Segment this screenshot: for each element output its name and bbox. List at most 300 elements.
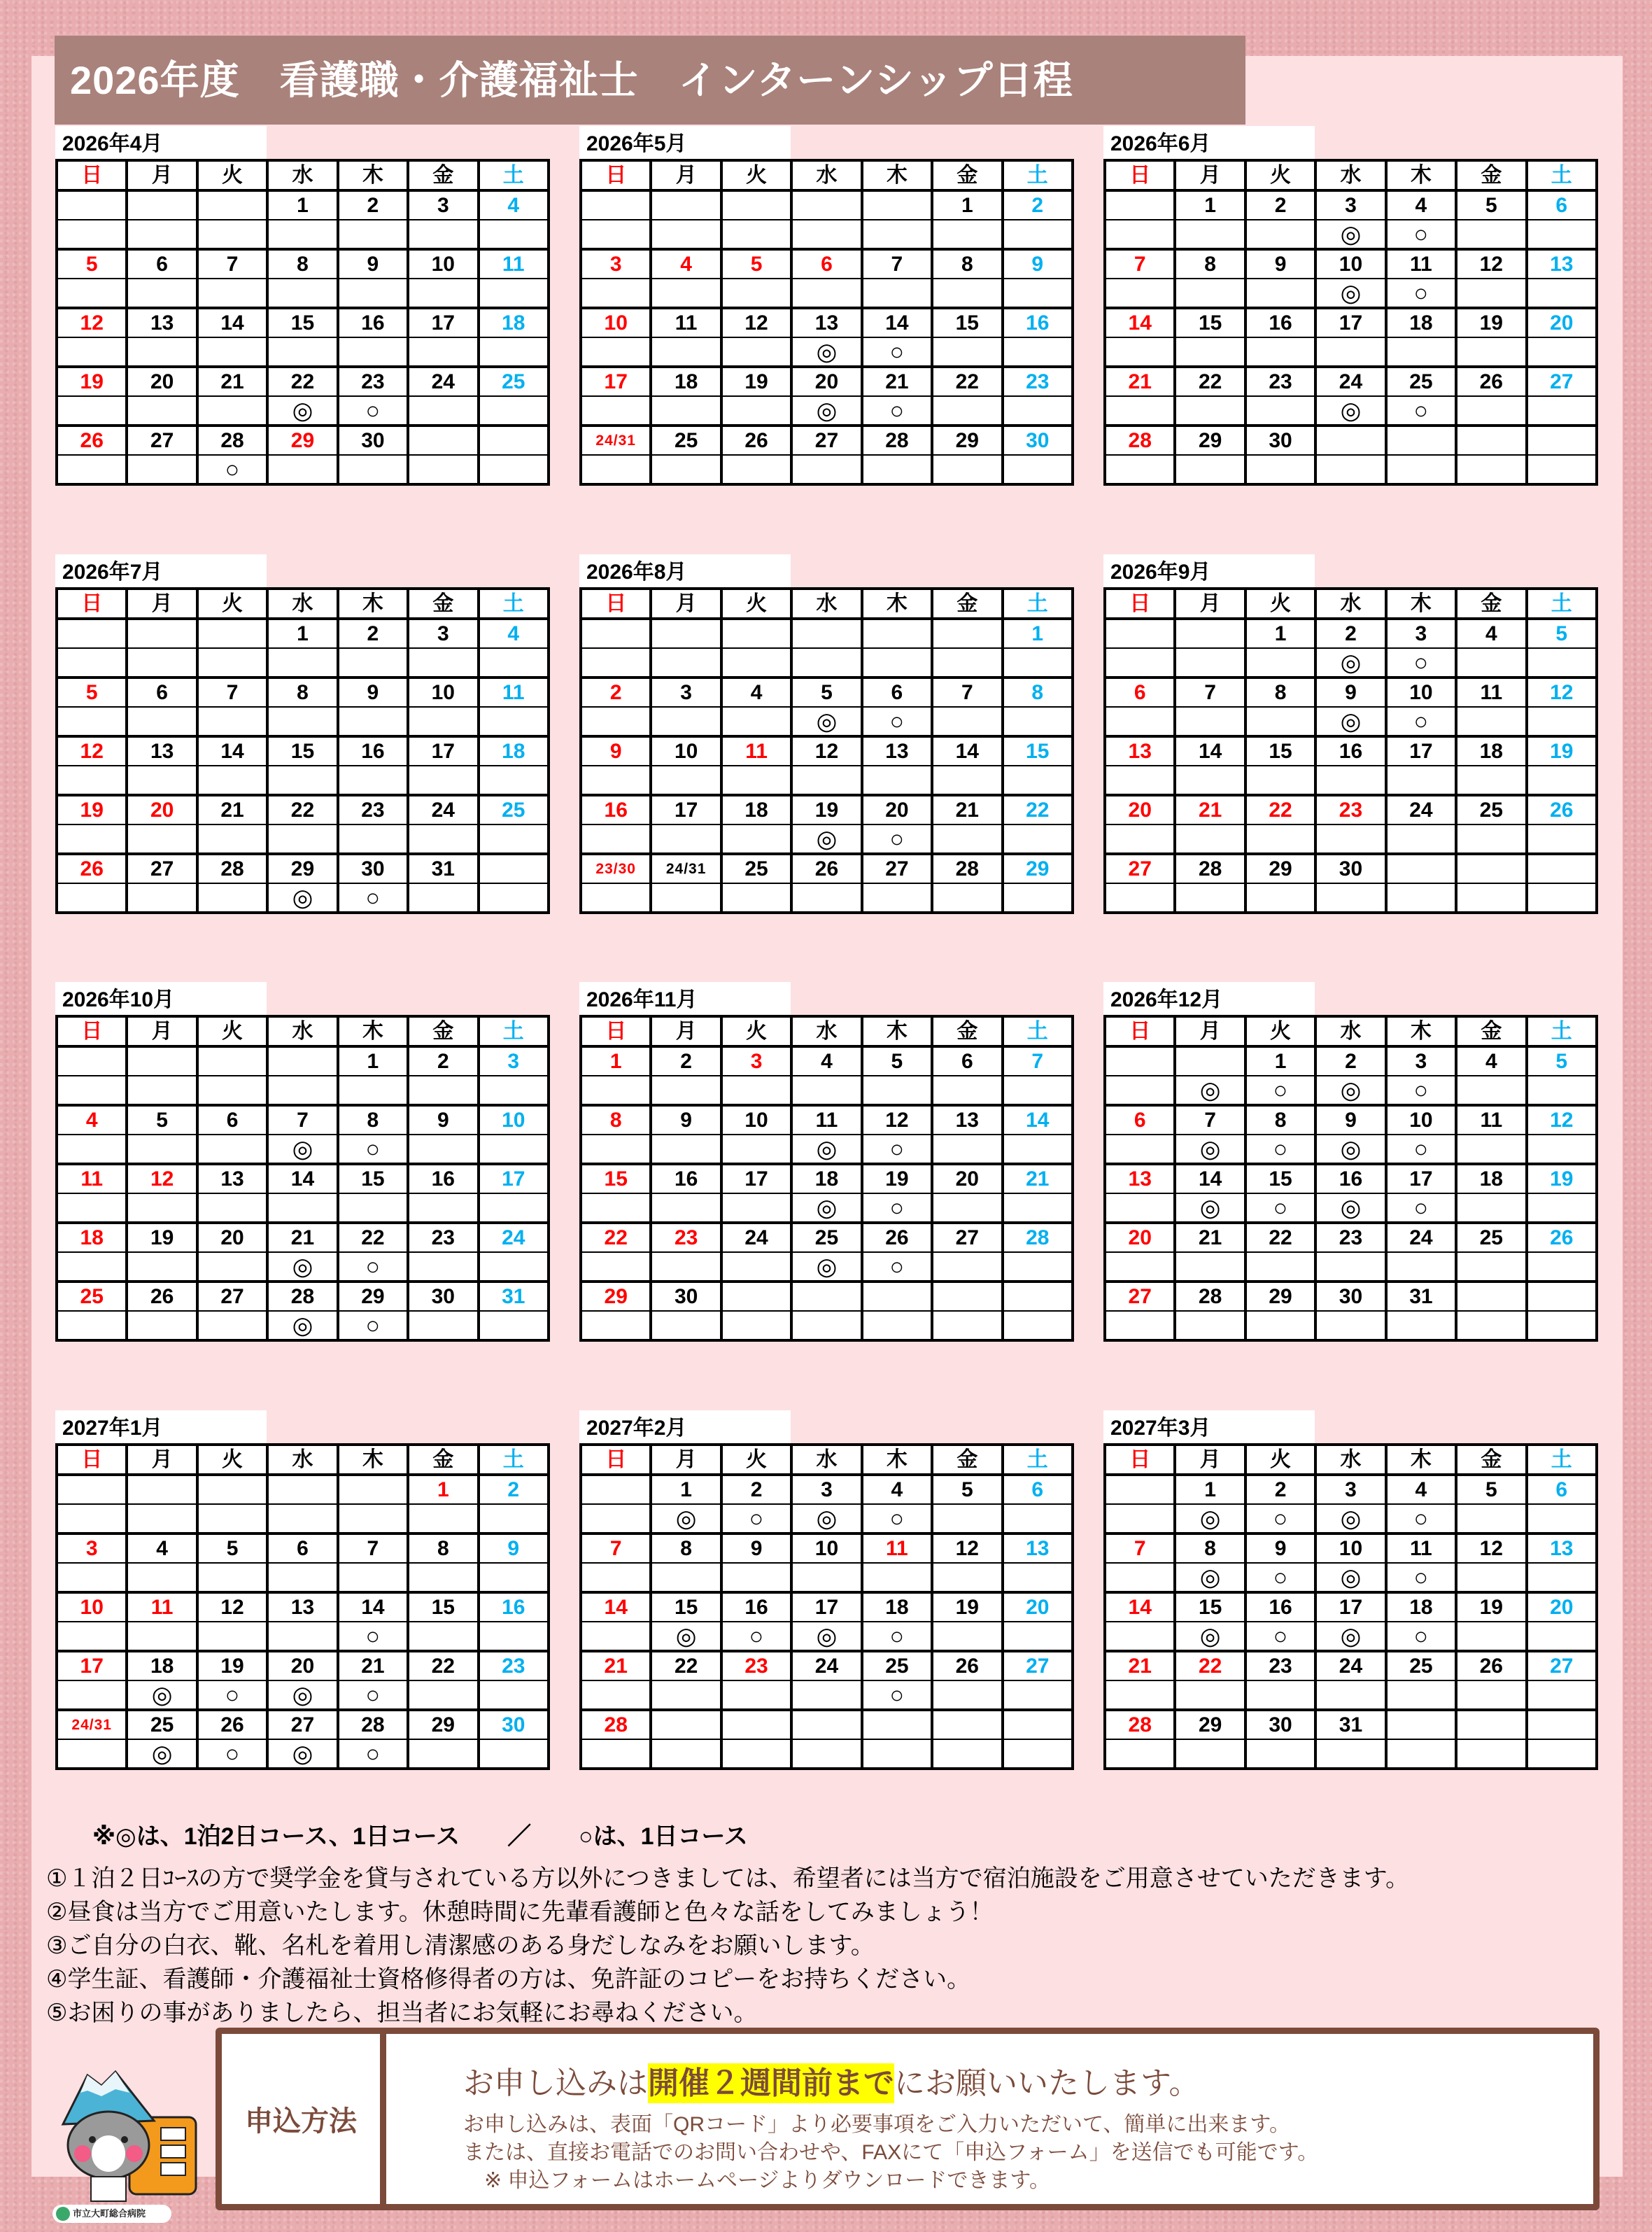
day-cell: 5 — [57, 678, 127, 707]
course-mark-cell — [197, 1504, 267, 1533]
day-cell: 4 — [479, 190, 549, 220]
course-mark-cell — [338, 648, 408, 678]
day-cell: 30 — [1315, 854, 1385, 883]
course-mark-cell — [1003, 1563, 1073, 1592]
double-circle-icon: ◎ — [651, 1504, 721, 1533]
course-mark-cell — [1003, 1739, 1073, 1769]
course-mark-cell — [791, 1311, 861, 1340]
course-mark-cell — [197, 766, 267, 795]
weekday-header: 水 — [267, 1016, 337, 1046]
double-circle-icon: ◎ — [1175, 1193, 1245, 1223]
course-mark-cell — [1105, 824, 1175, 854]
day-cell — [479, 426, 549, 455]
course-mark-cell — [721, 883, 791, 913]
weekday-header: 日 — [57, 589, 127, 619]
weekday-header: 日 — [581, 589, 651, 619]
course-mark-cell — [267, 1563, 337, 1592]
day-cell: 18 — [479, 736, 549, 766]
circle-icon: ○ — [862, 1135, 932, 1164]
day-cell: 13 — [1527, 1533, 1597, 1563]
double-circle-icon: ◎ — [1315, 1193, 1385, 1223]
course-mark-cell — [1003, 337, 1073, 367]
circle-icon: ○ — [1386, 1193, 1456, 1223]
day-cell: 26 — [1527, 1223, 1597, 1252]
calendar-table — [1103, 1015, 1598, 1342]
course-mark-cell — [721, 1076, 791, 1105]
course-mark-cell — [1527, 1193, 1597, 1223]
course-mark-cell — [932, 279, 1002, 308]
day-cell: 9 — [651, 1105, 721, 1135]
day-cell: 2 — [1315, 1046, 1385, 1076]
day-cell — [1105, 190, 1175, 220]
day-cell: 25 — [1456, 1223, 1526, 1252]
course-mark-cell — [932, 1739, 1002, 1769]
course-mark-cell — [1315, 1311, 1385, 1340]
day-cell: 2 — [338, 190, 408, 220]
course-mark-cell — [338, 279, 408, 308]
course-mark-cell — [408, 279, 478, 308]
day-cell: 19 — [57, 795, 127, 824]
circle-icon: ○ — [338, 1135, 408, 1164]
day-cell: 4 — [479, 619, 549, 648]
course-mark-cell — [127, 1622, 197, 1651]
day-cell — [1527, 1710, 1597, 1739]
course-mark-cell — [721, 1193, 791, 1223]
course-mark-cell — [57, 1622, 127, 1651]
circle-icon: ○ — [1386, 396, 1456, 426]
course-mark-cell — [479, 396, 549, 426]
day-cell: 2 — [1315, 619, 1385, 648]
calendar-table — [1103, 159, 1598, 486]
course-mark-cell — [1456, 1311, 1526, 1340]
course-mark-cell — [1105, 648, 1175, 678]
month-title: 2026年8月 — [579, 554, 791, 587]
circle-icon: ○ — [1386, 1076, 1456, 1105]
course-mark-cell — [1105, 220, 1175, 249]
day-cell: 5 — [197, 1533, 267, 1563]
course-mark-cell — [57, 1076, 127, 1105]
course-mark-cell — [1315, 1252, 1385, 1282]
course-mark-cell — [791, 1076, 861, 1105]
circle-icon: ○ — [1386, 279, 1456, 308]
day-cell: 26 — [1456, 1651, 1526, 1680]
day-cell: 5 — [1456, 1475, 1526, 1504]
course-mark-cell — [1175, 766, 1245, 795]
double-circle-icon: ◎ — [267, 1135, 337, 1164]
day-cell: 13 — [862, 736, 932, 766]
day-cell: 20 — [197, 1223, 267, 1252]
course-mark-cell — [791, 279, 861, 308]
day-cell: 29 — [408, 1710, 478, 1739]
day-cell: 15 — [267, 736, 337, 766]
course-mark-cell — [127, 1135, 197, 1164]
day-cell: 10 — [479, 1105, 549, 1135]
day-cell: 23 — [1245, 1651, 1315, 1680]
weekday-header: 土 — [1003, 160, 1073, 190]
day-cell — [932, 1710, 1002, 1739]
double-circle-icon: ◎ — [267, 883, 337, 913]
course-mark-cell — [932, 1504, 1002, 1533]
day-cell: 1 — [1175, 1475, 1245, 1504]
day-cell: 29 — [1175, 426, 1245, 455]
day-cell — [581, 190, 651, 220]
month-title: 2026年12月 — [1103, 982, 1315, 1015]
course-mark-cell — [1527, 1563, 1597, 1592]
weekday-header: 木 — [1386, 1016, 1456, 1046]
circle-icon: ○ — [862, 337, 932, 367]
day-cell: 4 — [1456, 1046, 1526, 1076]
course-mark-cell — [1105, 396, 1175, 426]
course-mark-cell — [1527, 824, 1597, 854]
day-cell: 7 — [1175, 678, 1245, 707]
day-cell: 20 — [127, 367, 197, 396]
weekday-header: 金 — [932, 160, 1002, 190]
weekday-header: 日 — [1105, 160, 1175, 190]
course-mark-cell — [581, 337, 651, 367]
day-cell: 26 — [127, 1282, 197, 1311]
course-mark-cell — [651, 220, 721, 249]
course-mark-cell — [581, 824, 651, 854]
day-cell: 29 — [1175, 1710, 1245, 1739]
day-cell: 11 — [1456, 678, 1526, 707]
day-cell — [862, 1282, 932, 1311]
day-cell: 2 — [581, 678, 651, 707]
day-cell: 1 — [267, 190, 337, 220]
course-mark-cell — [197, 1076, 267, 1105]
course-mark-cell — [338, 1076, 408, 1105]
day-cell: 16 — [479, 1592, 549, 1622]
day-cell: 20 — [1527, 1592, 1597, 1622]
day-cell: 20 — [1003, 1592, 1073, 1622]
day-cell: 4 — [721, 678, 791, 707]
course-mark-cell — [57, 824, 127, 854]
day-cell: 11 — [651, 308, 721, 337]
course-mark-cell — [791, 766, 861, 795]
course-mark-cell — [1456, 1680, 1526, 1710]
weekday-header: 土 — [1003, 1016, 1073, 1046]
day-cell: 14 — [197, 308, 267, 337]
day-cell — [267, 1046, 337, 1076]
course-mark-cell — [479, 1252, 549, 1282]
course-mark-cell — [408, 1739, 478, 1769]
day-cell: 3 — [57, 1533, 127, 1563]
day-cell: 19 — [862, 1164, 932, 1193]
day-cell: 26 — [1527, 795, 1597, 824]
double-circle-icon: ◎ — [791, 824, 861, 854]
double-circle-icon: ◎ — [1315, 279, 1385, 308]
weekday-header: 月 — [127, 589, 197, 619]
course-mark-cell — [338, 824, 408, 854]
calendar-table — [579, 1015, 1074, 1342]
course-mark-cell — [408, 1311, 478, 1340]
course-mark-cell — [1105, 1135, 1175, 1164]
day-cell: 14 — [1175, 1164, 1245, 1193]
course-mark-cell — [1527, 766, 1597, 795]
course-mark-cell — [1003, 1135, 1073, 1164]
course-mark-cell — [127, 824, 197, 854]
day-cell: 25 — [651, 426, 721, 455]
course-mark-cell — [1386, 824, 1456, 854]
double-circle-icon: ◎ — [791, 1504, 861, 1533]
day-cell: 5 — [127, 1105, 197, 1135]
day-cell — [791, 1710, 861, 1739]
day-cell — [197, 619, 267, 648]
day-cell: 27 — [1527, 367, 1597, 396]
weekday-header: 木 — [338, 589, 408, 619]
course-mark-cell — [1527, 1252, 1597, 1282]
month-title: 2026年9月 — [1103, 554, 1315, 587]
circle-icon: ○ — [1245, 1135, 1315, 1164]
course-mark-cell — [791, 648, 861, 678]
circle-icon: ○ — [1386, 220, 1456, 249]
day-cell: 1 — [1245, 619, 1315, 648]
day-cell: 6 — [127, 678, 197, 707]
day-cell: 24/31 — [651, 854, 721, 883]
day-cell: 4 — [57, 1105, 127, 1135]
day-cell — [1105, 1046, 1175, 1076]
course-mark-cell — [267, 1622, 337, 1651]
day-cell: 5 — [721, 249, 791, 279]
course-mark-cell — [1456, 396, 1526, 426]
course-mark-cell — [721, 648, 791, 678]
double-circle-icon: ◎ — [1315, 648, 1385, 678]
day-cell: 10 — [1386, 1105, 1456, 1135]
weekday-header: 金 — [408, 589, 478, 619]
course-mark-cell — [721, 220, 791, 249]
course-mark-cell — [581, 1504, 651, 1533]
day-cell — [1456, 1710, 1526, 1739]
weekday-header: 月 — [651, 160, 721, 190]
course-mark-cell — [651, 824, 721, 854]
course-mark-cell — [1456, 1076, 1526, 1105]
day-cell: 6 — [932, 1046, 1002, 1076]
application-details — [463, 2111, 1593, 2195]
weekday-header: 日 — [581, 1016, 651, 1046]
course-mark-cell — [862, 766, 932, 795]
course-mark-cell — [1527, 1311, 1597, 1340]
day-cell: 20 — [862, 795, 932, 824]
day-cell: 7 — [197, 678, 267, 707]
day-cell: 6 — [1527, 190, 1597, 220]
day-cell — [651, 190, 721, 220]
course-mark-cell — [1105, 279, 1175, 308]
day-cell: 25 — [1386, 1651, 1456, 1680]
day-cell: 31 — [1386, 1282, 1456, 1311]
day-cell: 11 — [127, 1592, 197, 1622]
day-cell — [127, 619, 197, 648]
day-cell: 19 — [197, 1651, 267, 1680]
day-cell: 18 — [862, 1592, 932, 1622]
course-mark-cell — [127, 707, 197, 736]
day-cell — [791, 1282, 861, 1311]
weekday-header: 火 — [721, 589, 791, 619]
day-cell: 1 — [1003, 619, 1073, 648]
course-mark-cell — [197, 396, 267, 426]
day-cell: 28 — [1105, 426, 1175, 455]
course-mark-cell — [651, 337, 721, 367]
day-cell: 20 — [1527, 308, 1597, 337]
day-cell: 2 — [338, 619, 408, 648]
weekday-header: 水 — [1315, 1016, 1385, 1046]
day-cell: 10 — [791, 1533, 861, 1563]
day-cell — [1527, 1282, 1597, 1311]
day-cell — [721, 1282, 791, 1311]
weekday-header: 木 — [338, 1016, 408, 1046]
course-mark-cell — [1315, 766, 1385, 795]
course-mark-cell — [1386, 883, 1456, 913]
circle-icon: ○ — [1245, 1076, 1315, 1105]
day-cell: 8 — [267, 249, 337, 279]
weekday-header: 金 — [1456, 589, 1526, 619]
course-mark-cell — [1003, 1311, 1073, 1340]
day-cell: 14 — [932, 736, 1002, 766]
calendar-table — [55, 587, 550, 914]
circle-icon: ○ — [1245, 1563, 1315, 1592]
course-mark-cell — [1386, 1311, 1456, 1340]
weekday-header: 火 — [721, 1016, 791, 1046]
circle-icon: ○ — [197, 455, 267, 484]
day-cell: 24/31 — [581, 426, 651, 455]
weekday-header: 日 — [57, 1445, 127, 1475]
course-mark-cell — [651, 1193, 721, 1223]
course-mark-cell — [479, 824, 549, 854]
day-cell: 2 — [1245, 1475, 1315, 1504]
course-mark-cell — [1175, 396, 1245, 426]
day-cell: 3 — [408, 619, 478, 648]
day-cell: 30 — [1245, 1710, 1315, 1739]
course-mark-cell — [651, 1680, 721, 1710]
day-cell: 14 — [267, 1164, 337, 1193]
course-mark-cell — [581, 707, 651, 736]
day-cell: 1 — [338, 1046, 408, 1076]
course-mark-cell — [408, 1622, 478, 1651]
day-cell: 23/30 — [581, 854, 651, 883]
day-cell: 16 — [1003, 308, 1073, 337]
day-cell: 23 — [1315, 795, 1385, 824]
day-cell: 18 — [479, 308, 549, 337]
day-cell: 30 — [1315, 1282, 1385, 1311]
course-mark-cell — [791, 1680, 861, 1710]
course-mark-cell — [479, 1739, 549, 1769]
day-cell: 17 — [791, 1592, 861, 1622]
day-cell: 28 — [932, 854, 1002, 883]
day-cell: 12 — [1456, 1533, 1526, 1563]
day-cell: 14 — [338, 1592, 408, 1622]
day-cell: 23 — [338, 367, 408, 396]
circle-icon: ○ — [1386, 1563, 1456, 1592]
course-mark-cell — [932, 1076, 1002, 1105]
day-cell — [651, 1710, 721, 1739]
day-cell: 8 — [267, 678, 337, 707]
application-deadline — [463, 2058, 1593, 2103]
course-mark-cell — [932, 455, 1002, 484]
day-cell: 3 — [1315, 190, 1385, 220]
course-mark-cell — [408, 1252, 478, 1282]
day-cell: 4 — [1386, 1475, 1456, 1504]
weekday-header: 金 — [932, 1445, 1002, 1475]
course-mark-cell — [791, 455, 861, 484]
day-cell: 23 — [1245, 367, 1315, 396]
course-mark-cell — [932, 1563, 1002, 1592]
course-mark-cell — [1527, 1622, 1597, 1651]
course-mark-cell — [581, 1252, 651, 1282]
day-cell: 28 — [862, 426, 932, 455]
month-title: 2026年6月 — [1103, 126, 1315, 159]
course-mark-cell — [862, 648, 932, 678]
course-mark-cell — [721, 337, 791, 367]
circle-icon: ○ — [862, 1252, 932, 1282]
day-cell: 16 — [338, 736, 408, 766]
day-cell: 27 — [1105, 854, 1175, 883]
day-cell: 29 — [267, 426, 337, 455]
course-mark-cell — [1105, 883, 1175, 913]
weekday-header: 月 — [127, 1445, 197, 1475]
day-cell: 29 — [932, 426, 1002, 455]
calendar-table — [55, 159, 550, 486]
day-cell: 7 — [581, 1533, 651, 1563]
course-mark-cell — [791, 1739, 861, 1769]
weekday-header: 水 — [267, 589, 337, 619]
day-cell: 4 — [651, 249, 721, 279]
double-circle-icon: ◎ — [651, 1622, 721, 1651]
day-cell: 30 — [338, 854, 408, 883]
day-cell: 6 — [1527, 1475, 1597, 1504]
day-cell: 16 — [408, 1164, 478, 1193]
double-circle-icon: ◎ — [127, 1739, 197, 1769]
day-cell — [932, 619, 1002, 648]
course-mark-cell — [651, 648, 721, 678]
course-mark-cell — [1456, 1563, 1526, 1592]
course-mark-cell — [127, 1076, 197, 1105]
course-mark-cell — [57, 707, 127, 736]
course-mark-cell — [1456, 220, 1526, 249]
course-mark-cell — [1245, 648, 1315, 678]
day-cell: 29 — [1245, 854, 1315, 883]
weekday-header: 水 — [791, 1445, 861, 1475]
course-mark-cell — [651, 707, 721, 736]
day-cell: 26 — [57, 426, 127, 455]
day-cell: 15 — [1175, 1592, 1245, 1622]
day-cell: 24 — [1315, 1651, 1385, 1680]
application-label: 申込方法 — [222, 2034, 386, 2204]
course-mark-cell — [127, 1193, 197, 1223]
course-mark-cell — [581, 1311, 651, 1340]
weekday-header: 土 — [479, 1445, 549, 1475]
day-cell: 25 — [791, 1223, 861, 1252]
day-cell: 25 — [1456, 795, 1526, 824]
course-mark-cell — [1003, 279, 1073, 308]
day-cell: 6 — [1105, 1105, 1175, 1135]
course-mark-cell — [1386, 1252, 1456, 1282]
day-cell: 6 — [862, 678, 932, 707]
day-cell: 18 — [1456, 1164, 1526, 1193]
double-circle-icon: ◎ — [1315, 707, 1385, 736]
course-mark-cell — [1245, 883, 1315, 913]
course-mark-cell — [1245, 824, 1315, 854]
day-cell: 10 — [408, 249, 478, 279]
day-cell: 23 — [479, 1651, 549, 1680]
day-cell: 24/31 — [57, 1710, 127, 1739]
day-cell: 29 — [338, 1282, 408, 1311]
day-cell: 17 — [651, 795, 721, 824]
deadline-highlight: 開催２週間前まで — [648, 2063, 894, 2103]
day-cell: 26 — [932, 1651, 1002, 1680]
course-mark-cell — [197, 220, 267, 249]
double-circle-icon: ◎ — [791, 337, 861, 367]
course-mark-cell — [57, 1311, 127, 1340]
deadline-suffix: にお願いいたします。 — [894, 2066, 1200, 2100]
course-mark-cell — [721, 824, 791, 854]
